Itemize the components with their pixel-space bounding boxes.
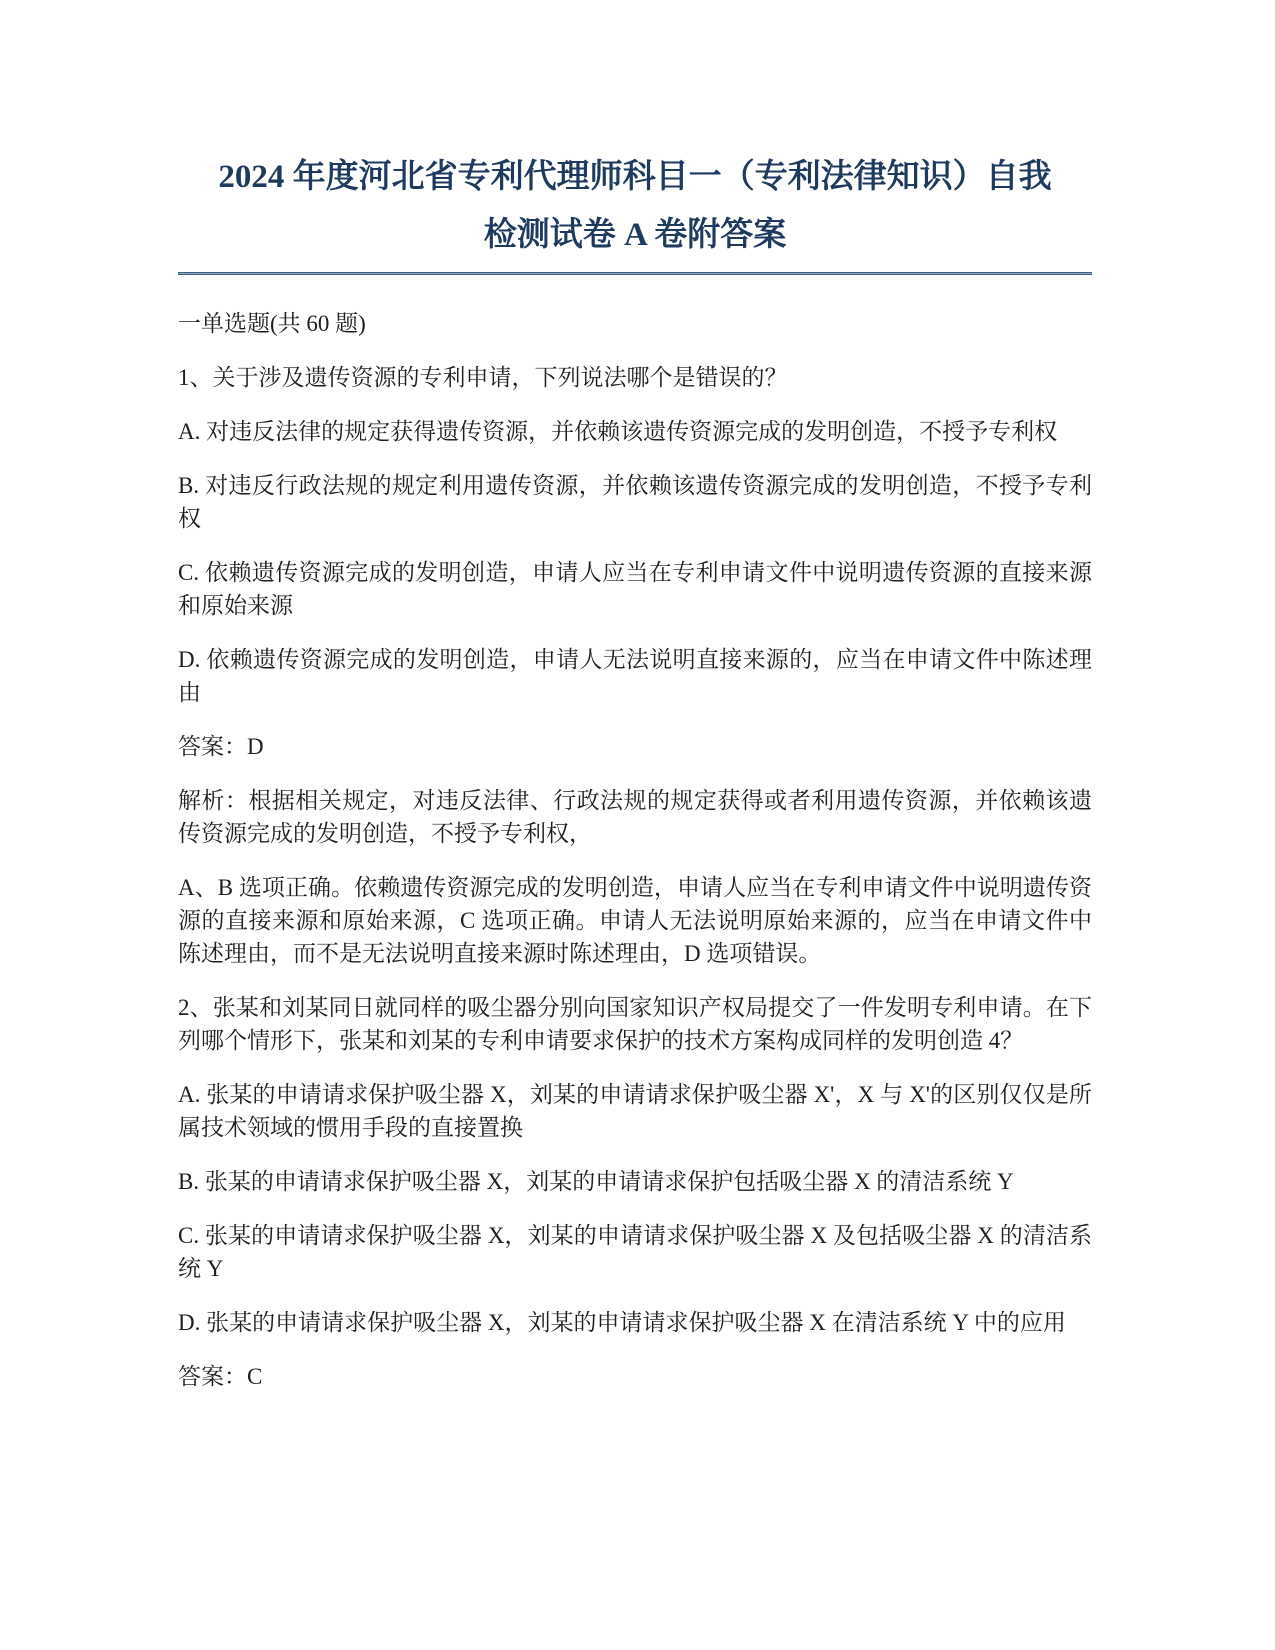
document-title-line-1: 2024 年度河北省专利代理师科目一（专利法律知识）自我 <box>218 159 1052 195</box>
question-1-analysis-paragraph-1: 解析：根据相关规定，对违反法律、行政法规的规定获得或者利用遗传资源，并依赖该遗传资源完成的发明创造，不授予专利权， <box>178 788 1092 846</box>
question-2-option-b: B. 张某的申请请求保护吸尘器 X，刘某的申请请求保护包括吸尘器 X 的清洁系统 Y <box>178 1169 1014 1194</box>
question-1-answer: 答案：D <box>178 734 264 759</box>
question-2-stem: 2、张某和刘某同日就同样的吸尘器分别向国家知识产权局提交了一件发明专利申请。在下列哪个情形下，张某和刘某的专利申请要求保护的技术方案构成同样的发明创造 4？ <box>178 995 1092 1053</box>
document-title-line-2: 检测试卷 A 卷附答案 <box>483 217 787 253</box>
question-1-option-b: B. 对违反行政法规的规定利用遗传资源，并依赖该遗传资源完成的发明创造，不授予专利权 <box>178 473 1092 531</box>
title-divider <box>178 272 1092 275</box>
section-header: 一单选题(共 60 题) <box>178 311 366 336</box>
question-2-option-a: A. 张某的申请请求保护吸尘器 X，刘某的申请请求保护吸尘器 X'，X 与 X'的区别仅仅是所属技术领域的惯用手段的直接置换 <box>178 1082 1092 1140</box>
question-1-option-a: A. 对违反法律的规定获得遗传资源，并依赖该遗传资源完成的发明创造，不授予专利权 <box>178 419 1058 444</box>
question-2-answer: 答案：C <box>178 1364 263 1389</box>
document-title <box>178 148 1092 264</box>
document-content <box>178 0 1092 1414</box>
question-2-option-c: C. 张某的申请请求保护吸尘器 X，刘某的申请请求保护吸尘器 X 及包括吸尘器 X 的清洁系统 Y <box>178 1223 1092 1281</box>
question-1-analysis-paragraph-2: A、B 选项正确。依赖遗传资源完成的发明创造，申请人应当在专利申请文件中说明遗传资源的直接来源和原始来源，C 选项正确。申请人无法说明原始来源的，应当在申请文件中陈述理由，而不是无法说明直接来源时陈述理由，D 选项错误。 <box>178 875 1092 966</box>
question-1-option-c: C. 依赖遗传资源完成的发明创造，申请人应当在专利申请文件中说明遗传资源的直接来源和原始来源 <box>178 560 1092 618</box>
question-2-option-d: D. 张某的申请请求保护吸尘器 X，刘某的申请请求保护吸尘器 X 在清洁系统 Y 中的应用 <box>178 1310 1066 1335</box>
question-1-option-d: D. 依赖遗传资源完成的发明创造，申请人无法说明直接来源的，应当在申请文件中陈述理由 <box>178 647 1092 705</box>
question-1-stem: 1、关于涉及遗传资源的专利申请，下列说法哪个是错误的？ <box>178 365 788 390</box>
